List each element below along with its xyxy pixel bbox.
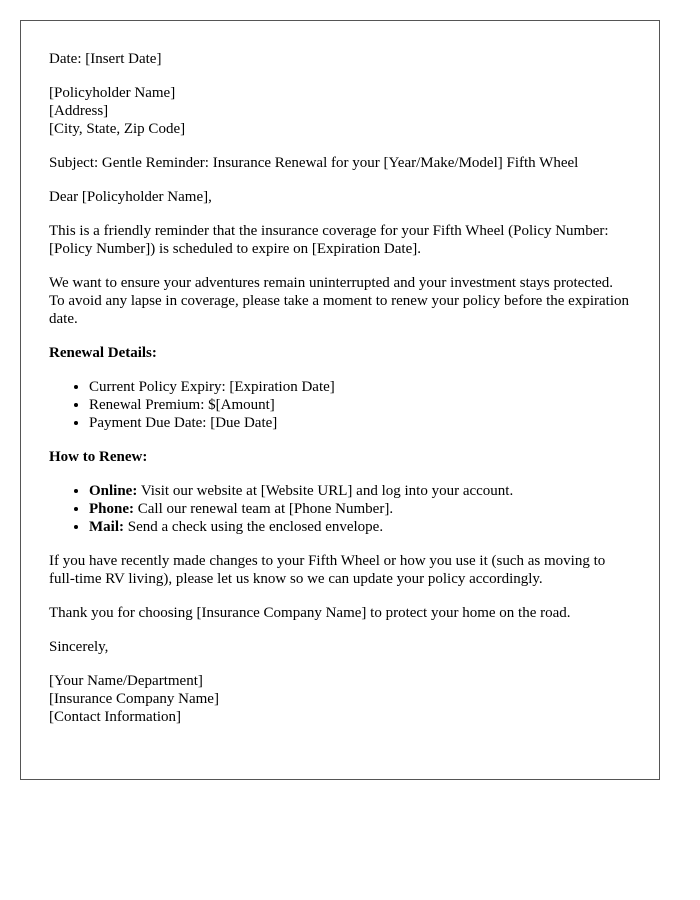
recipient-block <box>49 84 631 138</box>
how-to-renew-heading <box>49 448 631 466</box>
renewal-details-heading-text: Renewal Details: <box>49 345 157 361</box>
intro-paragraph: This is a friendly reminder that the insurance coverage for your Fifth Wheel (Policy Number: [Policy Number]) is scheduled to expire on [Expiration Date]. <box>49 223 609 257</box>
renew-method-label-mail: Mail: <box>89 519 124 535</box>
renew-method-label-online: Online: <box>89 483 138 499</box>
renewal-details-heading <box>49 344 631 362</box>
how-to-renew-list <box>49 482 631 536</box>
recipient-address: [Address] <box>49 103 109 119</box>
renew-method-text-online: Visit our website at [Website URL] and log into your account. <box>137 483 514 499</box>
closing: Sincerely, <box>49 639 109 655</box>
salutation: Dear [Policyholder Name], <box>49 189 212 205</box>
recipient-city-state-zip: [City, State, Zip Code] <box>49 121 186 137</box>
signature-contact: [Contact Information] <box>49 709 182 725</box>
recipient-name: [Policyholder Name] <box>49 85 176 101</box>
list-item <box>89 518 631 536</box>
list-item: • Renewal Premium: $[Amount] <box>89 396 631 414</box>
list-item <box>89 482 631 500</box>
thanks-paragraph: Thank you for choosing [Insurance Company Name] to protect your home on the road. <box>49 605 571 621</box>
signature-company: [Insurance Company Name] <box>49 691 219 707</box>
list-item: • Current Policy Expiry: [Expiration Date] <box>89 378 631 396</box>
renew-method-label-phone: Phone: <box>89 501 134 517</box>
signature-name-department: [Your Name/Department] <box>49 673 203 689</box>
changes-paragraph: If you have recently made changes to your Fifth Wheel or how you use it (such as moving to full-time RV living), please let us know so we can update your policy accordingly. <box>49 553 606 587</box>
renew-method-text-mail: Send a check using the enclosed envelope. <box>124 519 384 535</box>
list-item: • Payment Due Date: [Due Date] <box>89 414 631 432</box>
renew-method-text-phone: Call our renewal team at [Phone Number]. <box>134 501 394 517</box>
letter-document <box>20 20 660 780</box>
signature-block <box>49 672 631 726</box>
subject-line: Subject: Gentle Reminder: Insurance Renewal for your [Year/Make/Model] Fifth Wheel <box>49 155 579 171</box>
how-to-renew-heading-text: How to Renew: <box>49 449 148 465</box>
renewal-details-list <box>49 378 631 432</box>
ensure-paragraph: We want to ensure your adventures remain uninterrupted and your investment stays protected. To avoid any lapse in coverage, please take a moment to renew your policy before the expiration date. <box>49 275 629 327</box>
list-item <box>89 500 631 518</box>
date-line: Date: [Insert Date] <box>49 51 162 67</box>
